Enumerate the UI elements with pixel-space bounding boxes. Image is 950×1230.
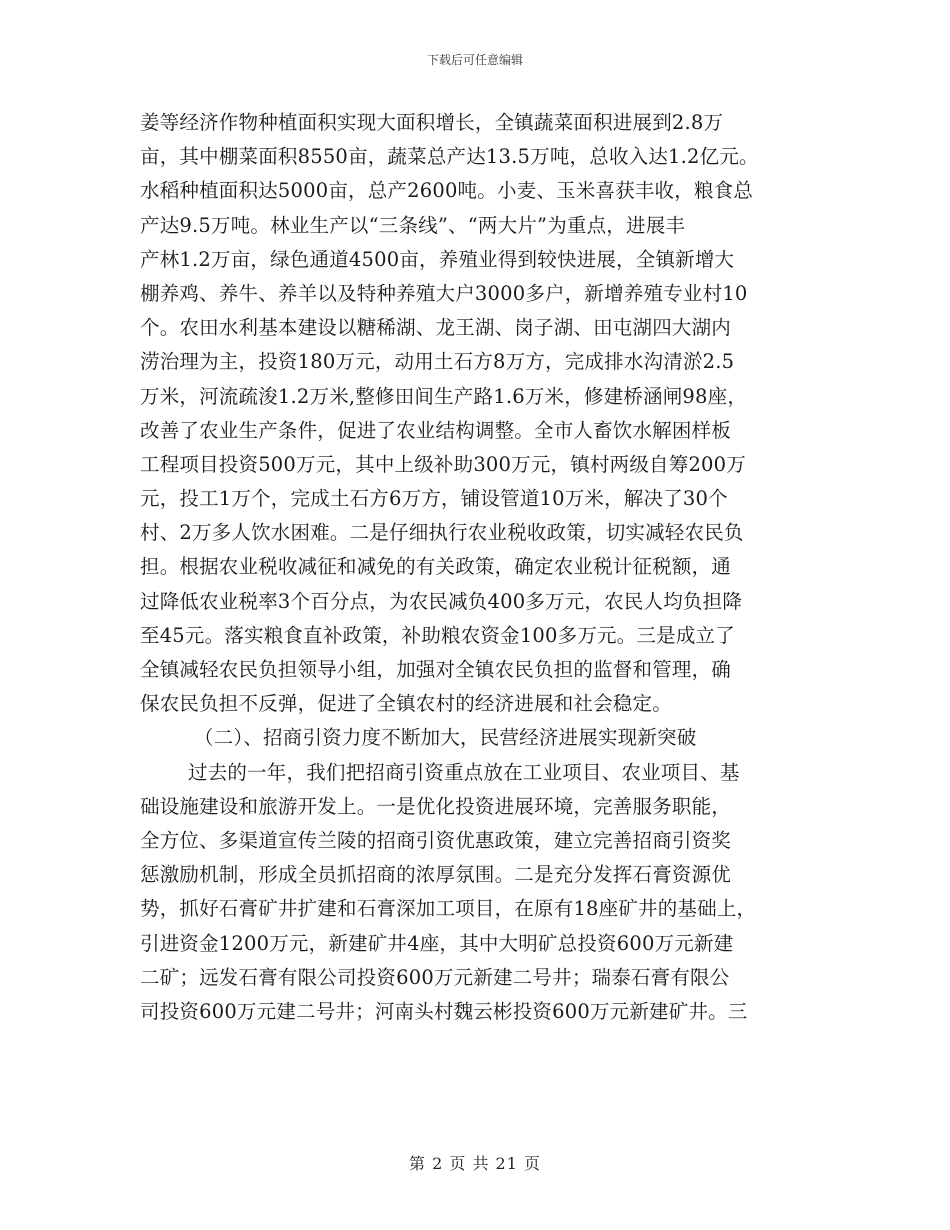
text-line: 万米，河流疏浚1.2万米,整修田间生产路1.6万米，修建桥涵闸98座， [140, 384, 748, 408]
text-line: 础设施建设和旅游开发上。一是优化投资进展环境，完善服务职能， [140, 794, 732, 818]
text-line: 全方位、多渠道宣传兰陵的招商引资优惠政策，建立完善招商引资奖 [140, 828, 732, 852]
text-line: 保农民负担不反弹，促进了全镇农村的经济进展和社会稳定。 [140, 692, 672, 716]
text-line: 元，投工1万个，完成土石方6万方，铺设管道10万米，解决了30个 [140, 487, 728, 511]
text-line: 至45元。落实粮食直补政策，补助粮农资金100多万元。三是成立了 [140, 623, 735, 647]
text-line: 工程项目投资500万元，其中上级补助300万元，镇村两级自筹200万 [140, 452, 746, 476]
text-line: 二矿；远发石膏有限公司投资600万元新建二号井；瑞泰石膏有限公 [140, 965, 730, 989]
text-line: 产达9.5万吨。林业生产以“三条线”、“两大片”为重点，进展丰 [140, 213, 686, 237]
text-line: 担。根据农业税收减征和减免的有关政策，确定农业税计征税额，通 [140, 555, 732, 579]
text-line: 产林1.2万亩，绿色通道4500亩，养殖业得到较快进展，全镇新增大 [140, 247, 735, 271]
text-line: 全镇减轻农民负担领导小组，加强对全镇农民负担的监督和管理，确 [140, 658, 732, 681]
page-footer: 第 2 页 共 21 页 [409, 1154, 541, 1173]
text-line: 司投资600万元建二号井；河南头村魏云彬投资600万元新建矿井。三 [140, 999, 748, 1023]
text-line: 村、2万多人饮水困难。二是仔细执行农业税收政策，切实减轻农民负 [140, 521, 744, 545]
text-line: 个。农田水利基本建设以糖稀湖、龙王湖、岗子湖、田屯湖四大湖内 [140, 316, 732, 340]
text-line: 亩，其中棚菜面积8550亩，蔬菜总产达13.5万吨，总收入达1.2亿元。 [140, 145, 759, 169]
text-line: 棚养鸡、养牛、养羊以及特种养殖大户3000多户，新增养殖专业村10 [140, 281, 748, 305]
text-line: 过去的一年，我们把招商引资重点放在工业项目、农业项目、基 [188, 760, 740, 784]
body-text [140, 106, 830, 1029]
page-header: 下载后可任意编辑 [426, 53, 523, 67]
text-line: 改善了农业生产条件，促进了农业结构调整。全市人畜饮水解困样板 [140, 418, 732, 442]
text-line: 势，抓好石膏矿井扩建和石膏深加工项目，在原有18座矿井的基础上， [140, 897, 757, 921]
text-line: 过降低农业税率3个百分点，为农民减负400多万元，农民人均负担降 [140, 589, 743, 613]
text-line: 姜等经济作物种植面积实现大面积增长，全镇蔬菜面积进展到2.8万 [140, 111, 724, 134]
text-line: 引进资金1200万元，新建矿井4座，其中大明矿总投资600万元新建 [140, 931, 734, 955]
text-line: 惩激励机制，形成全员抓招商的浓厚氛围。二是充分发挥石膏资源优 [140, 863, 732, 887]
section-heading: （二）、招商引资力度不断加大，民营经济进展实现新突破 [194, 726, 697, 750]
text-line: 涝治理为主，投资180万元，动用土石方8万方，完成排水沟清淤2.5 [140, 350, 735, 374]
text-line: 水稻种植面积达5000亩，总产2600吨。小麦、玉米喜获丰收，粮食总 [140, 179, 754, 203]
